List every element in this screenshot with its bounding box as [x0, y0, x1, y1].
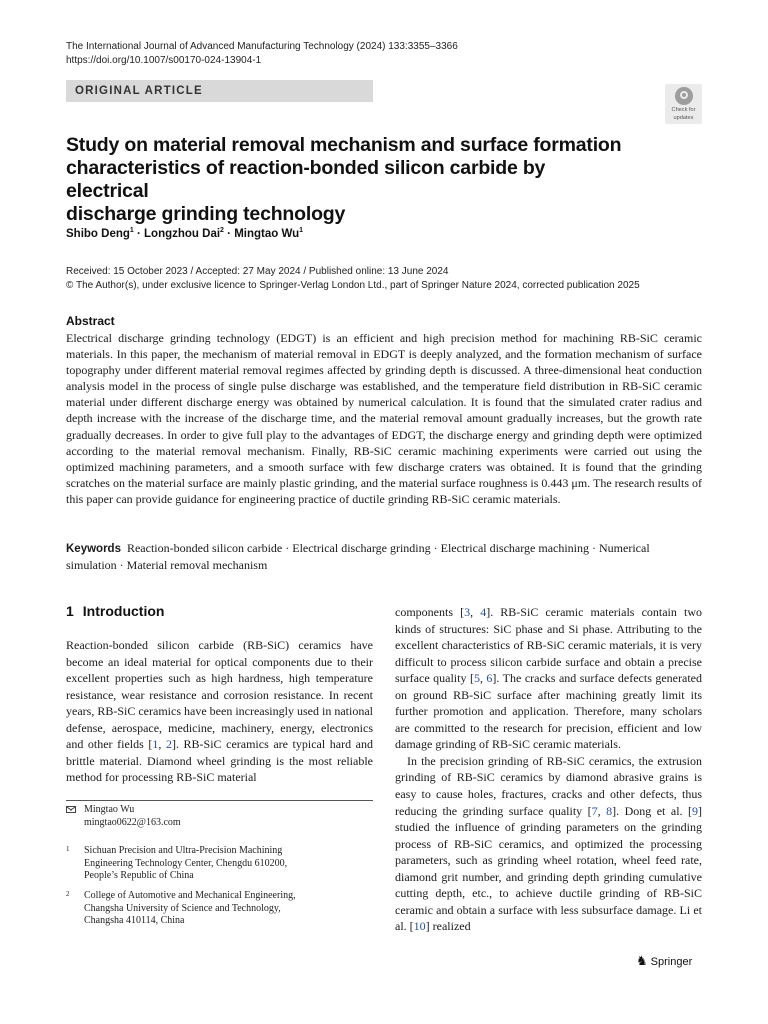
abstract-text: Electrical discharge grinding technology (EDGT) is an efficient and high precision method for machining RB-SiC ceramic materials. In this paper, the mechanism of material removal in EDGT is deeply analyzed, and the formation mechanism of surface topography under different material removal regimes affected by grinding depth is discussed. A three-dimensional heat conduction analysis model in the process of single pulse discharge was established, and the temperature field distribution in RB-SiC ceramic material under different discharge energy was obtained by numerical calculation. It is found that the simulated crater radius and depth increase with the increase of the discharge time, and the material removal amount gradually increases, but the growth rate gradually decreases. In order to give full play to the advantages of EDGT, the discharge energy and grinding depth were optimized according to the material removal mechanism. Finally, RB-SiC ceramic machining experiments were carried out using the optimized machining parameters, and a smooth surface with few discharge craters was obtained. It is found that the grinding scratches on the material surface are mainly plastic grinding, and the material surface roughness is 0.443 μm. The research results of this paper can provide guidance for engineering practice of ductile grinding RB-SiC ceramic materials.: [66, 331, 702, 506]
affiliation-line: People’s Republic of China: [84, 870, 194, 882]
text-run: In the precision grinding of RB-SiC ceramics, the extrusion grinding of RB-SiC ceramics by diamond abrasive grains is easy to cause holes, fractures, cracks and other defects, thus reducing the grinding surface quality [: [395, 753, 702, 818]
date-history: Received: 15 October 2023 / Accepted: 27 May 2024 / Published online: 13 June 2024: [66, 266, 449, 277]
abstract-heading: Abstract: [66, 314, 115, 328]
text-run: ,: [479, 671, 487, 686]
text-run: Reaction-bonded silicon carbide (RB-SiC) ceramics have become an ideal material for optical components due to their excellent properties such as high hardness, high temperature resistance, wear resistance and corrosion resistance. In recent years, RB-SiC ceramics have been increasingly used in national defense, aerospace, medicine, machinery, energy, electronics and other fields [: [66, 638, 373, 752]
doi-link[interactable]: https://doi.org/10.1007/s00170-024-13904-1: [66, 55, 262, 66]
text-run: ]. Dong et al. [: [612, 803, 692, 818]
check-for-updates-button[interactable]: [665, 84, 702, 124]
keywords-text: Reaction-bonded silicon carbide · Electrical discharge grinding · Electrical discharge machining · Numerical simulation · Material removal mechanism: [66, 541, 650, 572]
check-for-updates-icon: [675, 87, 693, 105]
check-for-updates-label-1: Check for: [671, 107, 696, 113]
affiliation-footnote: [84, 845, 334, 883]
author-name[interactable]: Longzhou Dai: [144, 227, 221, 240]
author-separator: ·: [133, 227, 145, 240]
affiliation-line: Changsha University of Science and Technology,: [84, 902, 281, 914]
publisher-name: Springer: [650, 956, 693, 968]
citation-link[interactable]: 5: [473, 671, 480, 686]
affiliation-line: Engineering Technology Center, Chengdu 610200,: [84, 857, 288, 869]
text-run: ,: [597, 803, 607, 818]
text-run: ]. The cracks and surface defects generated on ground RB-SiC surface after machining greatly limit its further promotion and application. Therefore, many scholars are committed to the research for precision, efficient and low damage grinding of RB-SiC ceramic materials.: [395, 671, 702, 752]
corresponding-author-name: Mingtao Wu: [84, 804, 135, 815]
publication-history: [66, 265, 640, 293]
citation-link[interactable]: 1: [152, 737, 159, 752]
title-line: discharge grinding technology: [66, 203, 346, 225]
affiliation-line: Changsha 410114, China: [84, 915, 185, 927]
affiliation-footnote: [84, 890, 334, 928]
title-line: characteristics of reaction-bonded silicon carbide by electrical: [66, 157, 546, 202]
citation-link[interactable]: 10: [413, 919, 426, 934]
check-for-updates-label-2: updates: [673, 115, 694, 121]
citation-link[interactable]: 8: [606, 803, 613, 818]
text-run: ]. RB-SiC ceramics are typical hard and brittle material. Diamond wheel grinding is the most reliable method for processing RB-SiC material: [66, 737, 374, 785]
citation-link[interactable]: 4: [480, 605, 487, 619]
right-column: [395, 604, 702, 935]
article-type-label: ORIGINAL ARTICLE: [75, 85, 203, 97]
citation-link[interactable]: 7: [591, 803, 598, 818]
article-type-banner: [66, 80, 373, 102]
citation-link[interactable]: 3: [464, 605, 471, 619]
journal-citation: The International Journal of Advanced Manufacturing Technology (2024) 133:3355–3366: [66, 41, 458, 52]
springer-horse-icon: ♞: [636, 953, 648, 968]
affiliation-line: Sichuan Precision and Ultra-Precision Machining: [84, 845, 283, 856]
paragraph: [395, 604, 702, 753]
author-name[interactable]: Mingtao Wu: [234, 227, 300, 240]
text-run: ,: [158, 737, 166, 752]
affiliation-number: 1: [66, 845, 70, 853]
author-affiliation-mark: 2: [220, 227, 224, 234]
section-heading: [66, 603, 164, 619]
author-affiliation-mark: 1: [299, 227, 304, 234]
correspondence-footnote: [84, 804, 181, 829]
copyright-notice: © The Author(s), under exclusive licence to Springer-Verlag London Ltd., part of Springer Nature 2024, corrected publication 2025: [66, 280, 640, 291]
affiliation-line: College of Automotive and Mechanical Engineering,: [84, 890, 296, 901]
publisher-logo: [636, 953, 692, 969]
left-column: [66, 637, 373, 786]
author-affiliation-mark: 1: [129, 227, 134, 234]
citation-link[interactable]: 2: [165, 737, 172, 752]
text-run: ]. RB-SiC ceramic materials contain two kinds of structures: SiC phase and Si phase. Attributing to the excellent characteristics of RB-SiC ceramic materials, it is very difficult to process silicon carbide surface and obtain a precise surface quality [: [395, 605, 702, 686]
author-name[interactable]: Shibo Deng: [66, 227, 130, 240]
text-run: ,: [470, 605, 481, 619]
envelope-icon: [66, 806, 76, 813]
keywords-label: Keywords: [66, 543, 121, 555]
section-title: Introduction: [82, 603, 165, 619]
author-separator: ·: [223, 227, 235, 240]
section-number: 1: [66, 603, 74, 619]
footnote-divider: [66, 800, 373, 801]
paragraph: [395, 753, 702, 935]
author-list: [66, 227, 303, 240]
keywords: [66, 540, 702, 573]
citation-link[interactable]: 6: [486, 671, 493, 686]
title-line: Study on material removal mechanism and surface formation: [66, 134, 622, 156]
journal-header: [66, 40, 458, 68]
article-title: [66, 134, 626, 226]
corresponding-author-email[interactable]: mingtao0622@163.com: [84, 816, 181, 828]
paragraph: [66, 637, 373, 786]
text-run: ] studied the influence of grinding parameters on the grinding process of RB-SiC ceramics, and optimized the processing parameters, such as grinding wheel rotation, wheel feed rate, diamond grit number, and grinding depth grinding cumulative cutting depth, etc., to achieve ductile grinding of RB-SiC ceramic and obtain a surface with less subsurface damage. Li et al. [: [395, 803, 702, 934]
text-run: ] realized: [425, 919, 471, 934]
citation-link[interactable]: 9: [692, 803, 698, 818]
affiliation-number: 2: [66, 890, 70, 898]
text-run: components [: [395, 605, 465, 619]
